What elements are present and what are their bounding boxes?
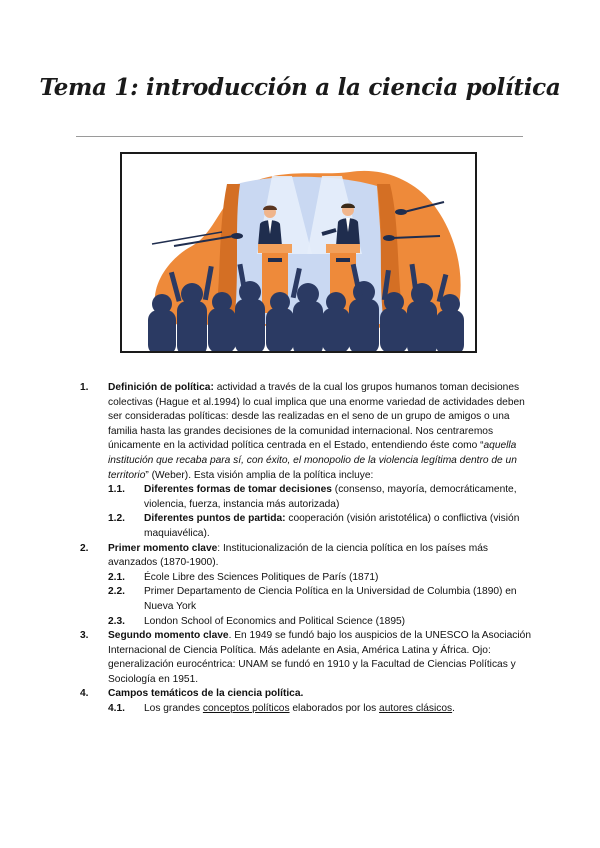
list-item-2: [80, 542, 532, 571]
item-number: 1.: [80, 382, 89, 393]
item-text: . En 1949 se fundó bajo los auspicios de la UNESCO la Asociación Internacional de Ciencia Política. Más adelante en Asia, América Latina y África. Ojo: generalización eurocéntrica: UNAM se fundó en 1910 y la Facultad de Ciencias Políticas y Sociología en 1951.: [108, 630, 531, 685]
sub-item-2-2: [80, 585, 532, 614]
sub-item-1-1: [80, 483, 532, 512]
sub-item-text: London School of Economics and Political Science (1895): [144, 615, 406, 627]
sub-item-text-mid: elaborados por los: [289, 703, 380, 715]
page-title: Tema 1: introducción a la ciencia política: [39, 74, 561, 101]
sub-item-2-3: [80, 615, 532, 630]
sub-item-text: Primer Departamento de Ciencia Política en la Universidad de Columbia (1890) en Nueva York: [144, 586, 517, 612]
list-item-1: [80, 381, 532, 483]
item-number: 3.: [80, 630, 89, 642]
sub-item-number: 4.1.: [108, 703, 125, 715]
sub-item-text: cooperación (visión aristotélica) o conflictiva (visión maquiavélica).: [144, 513, 520, 539]
sub-item-number: 1.1.: [108, 484, 125, 496]
sub-item-text: (consenso, mayoría, democráticamente, violencia, fuerza, instancia más autorizada): [144, 484, 517, 510]
item-text: actividad a través de la cual los grupos humanos toman decisiones colectivas (Hague et al.1994) lo cual implica que una enorme variedad de actividades deben ser consideradas políticas: desde las realizadas en el seno de un grupo de amigos o una familia hasta las grandes decisiones de la comunidad internacional. Nos centraremos únicamente en la actividad política centrada en el Estado, entendiendo éste como “: [108, 382, 525, 452]
list-item-3: [80, 629, 532, 687]
sub-item-number: 2.2.: [108, 586, 125, 598]
document-body: [80, 381, 532, 717]
sub-item-number: 2.1.: [108, 571, 125, 583]
sub-item-text: Los grandes: [144, 703, 203, 715]
debate-illustration: [120, 152, 477, 353]
list-item-4: [80, 687, 532, 702]
item-label: Primer momento clave: [108, 542, 218, 554]
item-number: 4.: [80, 688, 89, 700]
item-label: Campos temáticos de la ciencia política.: [108, 688, 304, 700]
item-number: 2.: [80, 542, 89, 554]
item-label: Segundo momento clave: [108, 630, 229, 642]
sub-item-text: École Libre des Sciences Politiques de París (1871): [144, 571, 379, 583]
sub-item-number: 1.2.: [108, 513, 125, 525]
item-label: Definición de política:: [108, 382, 214, 393]
sub-item-number: 2.3.: [108, 615, 125, 627]
sub-item-2-1: [80, 571, 532, 586]
sub-item-4-1: [80, 702, 532, 717]
item-text-cont: ” (Weber). Esta visión amplia de la política incluye:: [145, 469, 374, 481]
sub-item-1-2: [80, 512, 532, 541]
sub-item-label: Diferentes formas de tomar decisiones: [144, 484, 332, 496]
sub-item-text-end: .: [452, 703, 455, 715]
item-text: : Institucionalización de la ciencia política en los países más avanzados (1870-1900).: [108, 542, 488, 569]
sub-item-label: Diferentes puntos de partida:: [144, 513, 286, 525]
title-divider: [76, 136, 523, 137]
weber-quote: aquella institución que recaba para sí, con éxito, el monopolio de la violencia legítima dentro de un territorio: [108, 440, 517, 481]
conceptos-politicos-link[interactable]: conceptos políticos: [202, 703, 290, 715]
autores-clasicos-link[interactable]: autores clásicos: [379, 703, 453, 715]
